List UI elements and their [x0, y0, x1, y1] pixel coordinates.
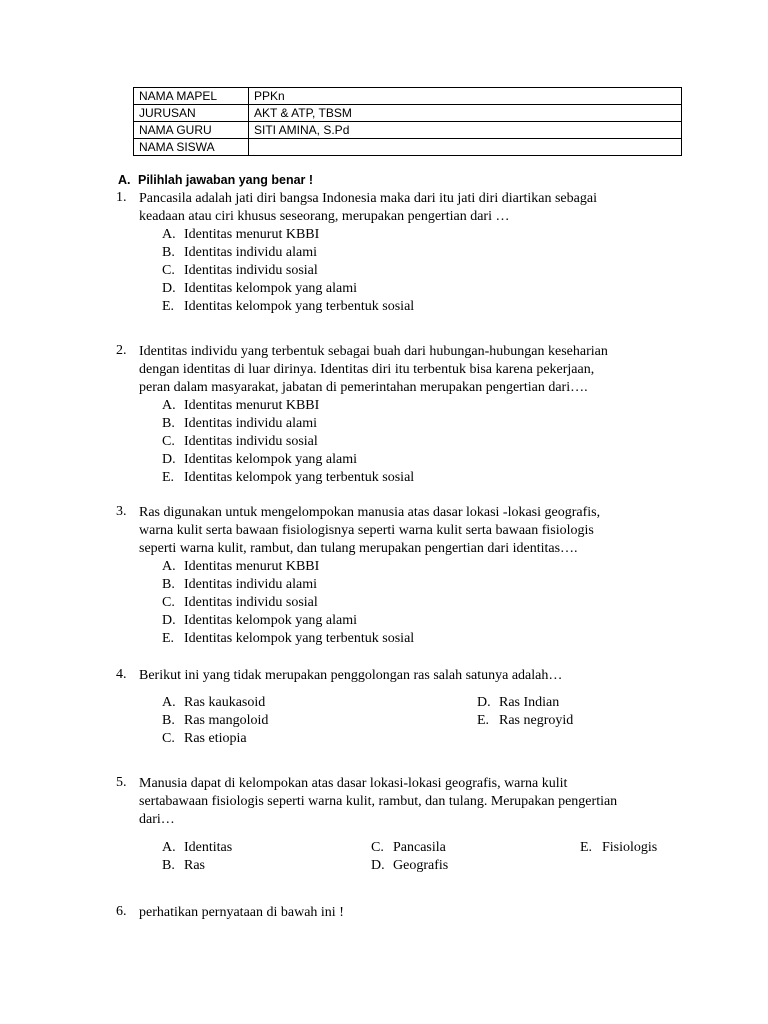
question-line: dengan identitas di luar dirinya. Identitas diri itu terbentuk bisa karena pekerjaan,	[139, 362, 595, 377]
info-value	[249, 139, 682, 156]
option-text: Identitas menurut KBBI	[184, 227, 320, 242]
option-text: Identitas kelompok yang terbentuk sosial	[184, 470, 415, 485]
question-line: sertabawaan fisiologis seperti warna kulit, rambut, dan tulang. Merupakan pengertian	[139, 794, 618, 809]
info-key: JURUSAN	[134, 105, 249, 122]
info-value: PPKn	[249, 88, 682, 105]
question-6	[116, 904, 684, 922]
question-line: Berikut ini yang tidak merupakan penggolongan ras salah satunya adalah…	[139, 668, 563, 683]
option-4d	[477, 694, 559, 712]
info-value: AKT & ATP, TBSM	[249, 105, 682, 122]
question-number: 4.	[116, 667, 127, 682]
question-2	[116, 343, 684, 397]
question-number: 6.	[116, 904, 127, 919]
option-1d	[162, 280, 357, 298]
option-4a	[162, 694, 265, 712]
option-text: Identitas kelompok yang terbentuk sosial	[184, 299, 415, 314]
option-5d	[371, 857, 448, 875]
question-text	[139, 904, 684, 922]
option-1e	[162, 298, 414, 316]
option-letter: B.	[162, 858, 175, 873]
option-text: Identitas menurut KBBI	[184, 559, 320, 574]
option-text: Identitas individu sosial	[184, 434, 318, 449]
option-letter: C.	[162, 595, 175, 610]
question-line: warna kulit serta bawaan fisiologisnya seperti warna kulit serta bawaan fisiologis	[139, 523, 594, 538]
option-letter: C.	[162, 731, 175, 746]
option-letter: B.	[162, 416, 175, 431]
option-text: Identitas individu alami	[184, 245, 317, 260]
option-5b	[162, 857, 205, 875]
option-letter: E.	[477, 713, 490, 728]
option-text: Pancasila	[393, 840, 446, 855]
option-text: Geografis	[393, 858, 449, 873]
question-line: perhatikan pernyataan di bawah ini !	[139, 905, 344, 920]
question-line: keadaan atau ciri khusus seseorang, merupakan pengertian dari …	[139, 209, 510, 224]
question-line: Ras digunakan untuk mengelompokan manusia atas dasar lokasi -lokasi geografis,	[139, 505, 601, 520]
question-text	[139, 343, 684, 397]
info-key: NAMA GURU	[134, 122, 249, 139]
question-3	[116, 504, 684, 558]
option-letter: C.	[162, 434, 175, 449]
option-4b	[162, 712, 268, 730]
option-letter: B.	[162, 713, 175, 728]
option-text: Identitas kelompok yang alami	[184, 281, 358, 296]
option-text: Identitas kelompok yang terbentuk sosial	[184, 631, 415, 646]
option-letter: A.	[162, 227, 176, 242]
option-letter: C.	[162, 263, 175, 278]
question-line: dari…	[139, 812, 175, 827]
info-value: SITI AMINA, S.Pd	[249, 122, 682, 139]
option-text: Identitas individu alami	[184, 577, 317, 592]
option-text: Identitas kelompok yang alami	[184, 613, 358, 628]
info-row-guru	[134, 122, 682, 139]
option-3a	[162, 558, 319, 576]
option-text: Ras negroyid	[499, 713, 574, 728]
option-5a	[162, 839, 232, 857]
option-letter: C.	[371, 840, 384, 855]
option-2d	[162, 451, 357, 469]
option-letter: A.	[162, 695, 176, 710]
option-letter: E.	[162, 299, 175, 314]
question-5	[116, 775, 684, 829]
option-text: Identitas kelompok yang alami	[184, 452, 358, 467]
option-3d	[162, 612, 357, 630]
option-letter: A.	[162, 398, 176, 413]
option-text: Identitas individu sosial	[184, 595, 318, 610]
option-text: Fisiologis	[602, 840, 658, 855]
info-row-siswa	[134, 139, 682, 156]
option-text: Ras	[184, 858, 205, 873]
question-line: peran dalam masyarakat, jabatan di pemerintahan merupakan pengertian dari….	[139, 380, 588, 395]
option-3b	[162, 576, 317, 594]
info-key: NAMA MAPEL	[134, 88, 249, 105]
question-text	[139, 775, 684, 829]
option-letter: B.	[162, 245, 175, 260]
section-heading	[118, 173, 313, 187]
question-number: 3.	[116, 504, 127, 519]
option-letter: D.	[162, 281, 176, 296]
question-text	[139, 667, 684, 685]
option-4c	[162, 730, 247, 748]
option-2a	[162, 397, 319, 415]
option-text: Identitas individu sosial	[184, 263, 318, 278]
option-1a	[162, 226, 319, 244]
option-letter: A.	[162, 840, 176, 855]
info-row-mapel	[134, 88, 682, 105]
option-2b	[162, 415, 317, 433]
info-row-jurusan	[134, 105, 682, 122]
question-number: 2.	[116, 343, 127, 358]
section-letter: A.	[118, 173, 131, 187]
info-key: NAMA SISWA	[134, 139, 249, 156]
option-1c	[162, 262, 318, 280]
option-5e	[580, 839, 657, 857]
question-4	[116, 667, 684, 685]
option-1b	[162, 244, 317, 262]
option-3e	[162, 630, 414, 648]
question-line: Manusia dapat di kelompokan atas dasar lokasi-lokasi geografis, warna kulit	[139, 776, 568, 791]
option-letter: E.	[162, 470, 175, 485]
option-4e	[477, 712, 573, 730]
question-text	[139, 190, 684, 226]
option-letter: D.	[162, 452, 176, 467]
option-letter: A.	[162, 559, 176, 574]
option-text: Ras etiopia	[184, 731, 247, 746]
section-title: Pilihlah jawaban yang benar !	[138, 173, 314, 187]
question-line: seperti warna kulit, rambut, dan tulang merupakan pengertian dari identitas….	[139, 541, 578, 556]
question-text	[139, 504, 684, 558]
question-line: Pancasila adalah jati diri bangsa Indonesia maka dari itu jati diri diartikan sebagai	[139, 191, 597, 206]
option-2e	[162, 469, 414, 487]
option-text: Identitas	[184, 840, 233, 855]
option-letter: D.	[477, 695, 491, 710]
option-text: Ras kaukasoid	[184, 695, 266, 710]
option-2c	[162, 433, 318, 451]
option-text: Ras mangoloid	[184, 713, 269, 728]
option-letter: E.	[580, 840, 593, 855]
question-line: Identitas individu yang terbentuk sebagai buah dari hubungan-hubungan keseharian	[139, 344, 608, 359]
info-table	[133, 87, 682, 156]
question-number: 1.	[116, 190, 127, 205]
option-letter: D.	[162, 613, 176, 628]
option-text: Identitas individu alami	[184, 416, 317, 431]
option-text: Ras Indian	[499, 695, 560, 710]
option-letter: D.	[371, 858, 385, 873]
option-3c	[162, 594, 318, 612]
option-text: Identitas menurut KBBI	[184, 398, 320, 413]
option-letter: E.	[162, 631, 175, 646]
option-letter: B.	[162, 577, 175, 592]
option-5c	[371, 839, 446, 857]
question-number: 5.	[116, 775, 127, 790]
question-1	[116, 190, 684, 226]
